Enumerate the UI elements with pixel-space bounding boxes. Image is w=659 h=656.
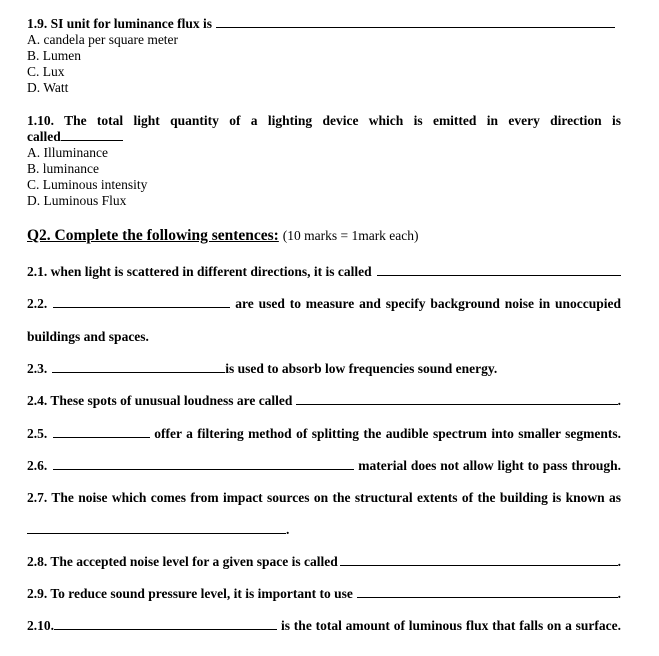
sentence-number: 2.3. [27, 361, 48, 376]
answer-blank[interactable] [53, 426, 150, 438]
option-b: B. Lumen [27, 48, 81, 63]
period: . [617, 554, 621, 569]
answer-blank[interactable] [53, 458, 354, 470]
marks-note: (10 marks = 1mark each) [282, 228, 419, 243]
sentence-text: 2.9. To reduce sound pressure level, it is important to use [27, 586, 353, 601]
sentence-2-9 [27, 586, 621, 602]
option-d: D. Luminous Flux [27, 193, 127, 208]
option-c: C. Lux [27, 64, 65, 79]
sentence-text: offer a filtering method of splitting the audible spectrum into smaller segments. [154, 426, 621, 441]
sentence-2-7: 2.7. The noise which comes from impact sources on the structural extents of the building is known as [27, 490, 621, 505]
option-a: A. Illuminance [27, 145, 108, 160]
sentence-number: 2.10. [27, 618, 54, 633]
sentence-number: 2.5. [27, 426, 48, 441]
sentence-2-5 [27, 426, 621, 442]
sentence-2-10 [27, 618, 621, 634]
answer-blank[interactable] [340, 554, 618, 566]
answer-blank[interactable] [377, 264, 621, 276]
question-stem: called [27, 129, 61, 144]
period: . [286, 522, 290, 537]
option-a: A. candela per square meter [27, 32, 179, 47]
option-b: B. luminance [27, 161, 99, 176]
question-stem: 1.9. SI unit for luminance flux is [27, 16, 213, 31]
sentence-text: is used to absorb low frequencies sound energy. [225, 361, 498, 376]
sentence-number: 2.2. [27, 296, 48, 311]
period: . [617, 586, 621, 601]
sentence-2-7-cont [27, 522, 289, 538]
section-heading [27, 227, 419, 245]
answer-blank[interactable] [52, 361, 225, 373]
question-1-9-stem [27, 16, 617, 32]
sentence-text: material does not allow light to pass through. [358, 458, 621, 473]
sentence-number: 2.6. [27, 458, 48, 473]
sentence-2-1 [27, 264, 621, 280]
answer-blank[interactable] [357, 586, 618, 598]
answer-blank[interactable] [61, 129, 123, 141]
sentence-2-2 [27, 296, 621, 312]
sentence-2-8 [27, 554, 621, 570]
option-d: D. Watt [27, 80, 69, 95]
sentence-2-4 [27, 393, 621, 409]
answer-blank[interactable] [296, 393, 617, 405]
answer-blank[interactable] [53, 296, 230, 308]
answer-blank[interactable] [54, 618, 277, 630]
sentence-text: 2.8. The accepted noise level for a given space is called [27, 554, 338, 569]
period: . [617, 393, 621, 408]
section-title: Q2. Complete the following sentences: [27, 227, 279, 244]
sentence-2-3 [27, 361, 497, 377]
question-1-10-stem-cont [27, 129, 123, 145]
answer-blank[interactable] [27, 522, 286, 534]
sentence-2-6 [27, 458, 621, 474]
option-c: C. Luminous intensity [27, 177, 148, 192]
sentence-text: is the total amount of luminous flux that falls on a surface. [281, 618, 621, 633]
sentence-text: 2.1. when light is scattered in different directions, it is called [27, 264, 372, 279]
sentence-text: 2.4. These spots of unusual loudness are called [27, 393, 293, 408]
question-1-10-stem: 1.10. The total light quantity of a lighting device which is emitted in every direction is [27, 113, 621, 128]
answer-blank[interactable] [216, 16, 615, 28]
sentence-2-2-cont: buildings and spaces. [27, 329, 149, 344]
sentence-text: are used to measure and specify background noise in unoccupied [235, 296, 621, 311]
